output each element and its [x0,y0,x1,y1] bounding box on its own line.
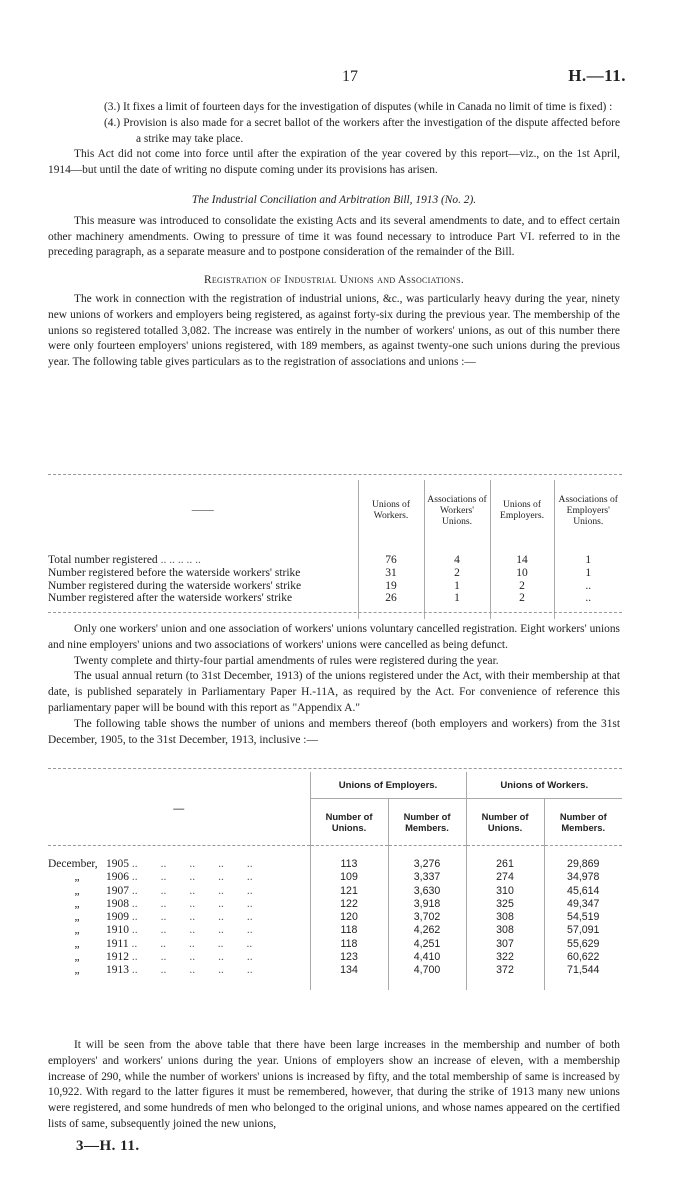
table-cell: 1 [554,567,622,580]
registration-table [48,480,622,619]
table-cell: 4,251 [388,938,466,951]
column-header: Number of Members. [544,799,622,846]
table-cell: 34,978 [544,871,622,884]
row-label: Number registered before the waterside workers' strike [48,566,301,579]
row-year: 1910 [106,924,129,937]
row-label [48,898,310,911]
table-cell: 123 [310,951,388,964]
table-cell: 76 [358,554,424,567]
dot-leader: .. .. .. .. .. [160,554,201,566]
table-cell: 134 [310,964,388,977]
registration-heading: Registration of Industrial Unions and Associations. [203,274,465,287]
row-label: Total number registered [48,554,158,566]
table-cell: 3,918 [388,898,466,911]
column-header: Unions of Employers. [490,480,554,540]
table-cell: 4,700 [388,964,466,977]
table-cell: 118 [310,924,388,937]
table-row [48,911,622,924]
row-label [48,964,310,977]
row-label [48,938,310,951]
table-cell: 71,544 [544,964,622,977]
paragraph-cancel: Only one workers' union and one association of workers' unions voluntary cancelled registration. Eight workers' unions and nine employers' unions and two associations of workers' unions were cancelled as being defunct. [48,623,620,651]
row-prefix: „ [74,964,80,977]
table-corner: — [173,802,185,815]
table-row [48,554,622,567]
dot-leader: .. .. .. .. .. [131,924,253,937]
table-cell: 10 [490,567,554,580]
body-text-top [48,100,620,371]
table-row [48,871,622,884]
paragraph-act: This Act did not come into force until after the expiration of the year covered by this report—viz., on the 1st April, 1914—but until the date of writing no dispute coming under its provisions has arisen. [48,148,620,177]
table-corner: —— [191,504,214,516]
table-cell: 308 [466,911,544,924]
paragraph-following: The following table shows the number of unions and members thereof (both employers and workers) from the 31st December, 1905, to the 31st December, 1913, inclusive :— [48,717,620,746]
group-header-employers: Unions of Employers. [310,772,466,799]
list-item: (3.) It fixes a limit of fourteen days for the investigation of disputes (while in Canada no limit of time is fixed) : [104,101,613,113]
table-row [48,567,622,580]
table-cell: .. [554,592,622,605]
row-prefix: „ [74,951,80,964]
table-cell: 1 [424,592,490,605]
table-cell: 325 [466,898,544,911]
table-row [48,924,622,937]
row-label [48,871,310,884]
table-cell: 118 [310,938,388,951]
column-header: Unions of Workers. [358,480,424,540]
table-cell: 45,614 [544,885,622,898]
column-header: Number of Unions. [310,799,388,846]
table-cell: 31 [358,567,424,580]
paragraph-registration: The work in connection with the registration of industrial unions, &c., was particularly heavy during the year, ninety new unions of workers and employers being registered, as against forty-six during the previous year. The membership of the unions so registered totalled 3,082. The increase was entirely in the number of workers' unions, as out of this number there were only fourteen employers' unions registered, with 189 members, as against twenty-one such unions during the previous year. The following table gives particulars as to the registration of associations and unions :— [48,292,620,369]
table-cell: 1 [554,554,622,567]
table-cell: .. [554,580,622,593]
table-cell: 14 [490,554,554,567]
table-cell: 4 [424,554,490,567]
dot-leader: .. .. .. .. .. [131,897,253,910]
row-prefix: „ [74,897,80,910]
body-text-bottom [48,1038,620,1133]
table-row [48,885,622,898]
group-header-workers: Unions of Workers. [466,772,622,799]
table-cell: 308 [466,924,544,937]
table-cell: 120 [310,911,388,924]
dot-leader: .. .. .. .. .. [131,951,253,964]
dot-leader: .. .. .. .. .. [131,871,253,884]
row-label [48,885,310,898]
row-prefix: „ [74,937,80,950]
row-label [48,911,310,924]
bill-heading: The Industrial Conciliation and Arbitration Bill, 1913 (No. 2). [191,193,477,206]
page-footer: 3—H. 11. [76,1138,140,1154]
dot-leader: .. .. .. .. .. [131,937,253,950]
table-row [48,580,622,593]
table-top-rule [48,474,622,475]
table-cell: 57,091 [544,924,622,937]
column-header: Number of Members. [388,799,466,846]
body-text-middle [48,622,620,748]
table-cell: 307 [466,938,544,951]
table-row [48,898,622,911]
list-item: (4.) Provision is also made for a secret ballot of the workers after the investigation of the dispute affected before a strike may take place. [104,116,620,145]
row-prefix: „ [74,884,80,897]
dot-leader: .. .. .. .. .. [131,964,253,977]
paragraph-amendments: Twenty complete and thirty-four partial amendments of rules were registered during the year. [74,654,499,667]
table-group-row [48,772,622,799]
table-row [48,938,622,951]
dot-leader: .. .. .. .. .. [131,911,253,924]
row-label: Number registered during the waterside workers' strike [48,579,302,592]
row-year: 1909 [106,911,129,924]
row-prefix: „ [74,911,80,924]
table-cell: 310 [466,885,544,898]
table-cell: 4,410 [388,951,466,964]
table-header-row [48,480,622,540]
row-label: Number registered after the waterside workers' strike [48,592,293,605]
table-cell: 2 [490,580,554,593]
column-header: Associations of Employers' Unions. [554,480,622,540]
row-label [48,858,310,871]
row-prefix: „ [74,924,80,937]
table-cell: 372 [466,964,544,977]
table-row [48,858,622,871]
table2-top-rule [48,768,622,769]
table-cell: 113 [310,858,388,871]
table-cell: 3,276 [388,858,466,871]
dot-leader: .. .. .. .. .. [131,884,253,897]
row-year: 1908 [106,897,129,910]
table-cell: 4,262 [388,924,466,937]
paragraph-bill: This measure was introduced to consolidate the existing Acts and its several amendments to date, and to effect certain other machinery amendments. Owing to pressure of time it was found necessary to introduce Part VI. referred to in the preceding paragraph, as a separate measure and to postpone consideration of the remainder of the Bill. [48,214,620,259]
table-cell: 60,622 [544,951,622,964]
row-year: 1906 [106,871,129,884]
table-cell: 2 [490,592,554,605]
table-cell: 54,519 [544,911,622,924]
paper-code: H.—11. [568,66,626,85]
column-header: Number of Unions. [466,799,544,846]
row-year: 1912 [106,951,129,964]
paragraph-return: The usual annual return (to 31st December, 1913) of the unions registered under the Act, with their membership at that date, is published separately in Parliamentary Paper H.-11A, as required by the Act. For convenience of reference this parliamentary paper will be bound with this report as "Appendix A." [48,670,620,714]
table-cell: 109 [310,871,388,884]
table-cell: 3,702 [388,911,466,924]
table-cell: 122 [310,898,388,911]
row-label [48,951,310,964]
table-cell: 322 [466,951,544,964]
table-cell: 121 [310,885,388,898]
table-bottom-rule [48,612,622,613]
row-prefix: December, [48,858,98,870]
row-year: 1907 [106,884,129,897]
column-header: Associations of Workers' Unions. [424,480,490,540]
table-cell: 49,347 [544,898,622,911]
paragraph-final: It will be seen from the above table that there have been large increases in the membership and number of both employers' and workers' unions during the year. Unions of employers show an increase of eleven, with a membership increase of 290, while the number of workers' unions is increased by fifty, and the total membership of same is increased by 10,922. With regard to the latter figures it must be remembered, however, that during the strike of 1913 many new unions were registered, and some hundreds of men who belonged to the original unions, and whose names appeared on the certified lists of same, subsequently joined the new unions, [48,1039,620,1130]
table-cell: 26 [358,592,424,605]
table-cell: 1 [424,580,490,593]
row-prefix: „ [74,871,80,884]
table-cell: 3,630 [388,885,466,898]
table-cell: 261 [466,858,544,871]
table-row [48,951,622,964]
row-label [48,924,310,937]
table-cell: 2 [424,567,490,580]
table-cell: 274 [466,871,544,884]
table-row [48,964,622,977]
row-year: 1911 [106,937,129,950]
membership-table [48,772,622,990]
dot-leader: .. .. .. .. .. [131,858,253,870]
table-cell: 55,629 [544,938,622,951]
table-cell: 3,337 [388,871,466,884]
table-row [48,592,622,605]
table-cell: 19 [358,580,424,593]
table-cell: 29,869 [544,858,622,871]
row-year: 1913 [106,964,129,977]
row-year: 1905 [106,858,129,870]
page-number: 17 [342,68,358,85]
